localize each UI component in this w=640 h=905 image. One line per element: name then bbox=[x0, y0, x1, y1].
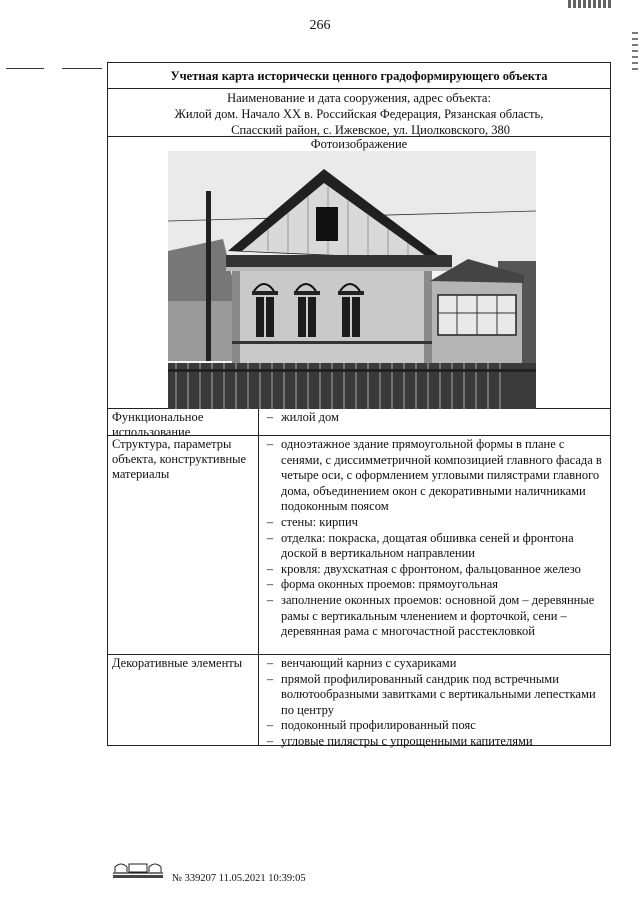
dash-glyph: – bbox=[266, 410, 274, 424]
list-item bbox=[259, 593, 606, 640]
dash-glyph: – bbox=[266, 671, 274, 686]
list-item bbox=[259, 437, 606, 515]
item-text: угловые пилястры с упрощенными капителями bbox=[281, 733, 533, 748]
list-item bbox=[259, 562, 606, 578]
decorative-elements-row bbox=[108, 655, 610, 748]
dash-glyph: – bbox=[266, 577, 274, 592]
dash-glyph: – bbox=[266, 561, 274, 576]
row-values bbox=[259, 655, 610, 748]
item-text: форма оконных проемов: прямоугольная bbox=[281, 577, 498, 592]
photo-section bbox=[108, 137, 610, 409]
address-line: Спасский район, с. Ижевское, ул. Циолковского, 380 bbox=[231, 123, 510, 137]
item-text: одноэтажное здание прямоугольной формы в плане с сенями, с диссимметричной композицией главного фасада в четыре оси, с оформлением угловыми пилястрами главного дома, объединением окон с декоративными наличниками подоконным поясом bbox=[281, 437, 602, 514]
dash-glyph: – bbox=[266, 437, 274, 451]
margin-mark bbox=[62, 68, 102, 69]
dash-glyph: – bbox=[266, 530, 274, 545]
item-text: венчающий карниз с сухариками bbox=[281, 656, 457, 670]
item-text: подоконный профилированный пояс bbox=[281, 718, 476, 733]
card-title: Учетная карта исторически ценного градоформирующего объекта bbox=[108, 63, 610, 89]
list-item bbox=[259, 410, 606, 426]
list-item bbox=[259, 531, 606, 562]
registry-stamp-logo-icon bbox=[111, 858, 165, 880]
list-item bbox=[259, 718, 606, 734]
item-text: заполнение оконных проемов: основной дом – деревянные рамы с вертикальным членением и форточкой, сени – деревянная рама с многочастной расстекловкой bbox=[281, 592, 595, 639]
name-heading: Наименование и дата сооружения, адрес объекта: bbox=[227, 91, 491, 105]
row-values bbox=[259, 436, 610, 654]
margin-mark bbox=[6, 68, 44, 69]
row-values bbox=[259, 409, 610, 435]
row-label: Структура, параметры объекта, конструктивные материалы bbox=[108, 436, 259, 654]
dash-glyph: – bbox=[266, 514, 274, 529]
row-label: Декоративные элементы bbox=[108, 655, 259, 745]
registry-stamp: № 339207 11.05.2021 10:39:05 bbox=[172, 873, 306, 884]
list-item bbox=[259, 734, 606, 750]
scan-mark bbox=[632, 30, 638, 70]
structure-row bbox=[108, 436, 610, 655]
scan-mark bbox=[568, 0, 612, 8]
registration-card bbox=[107, 62, 611, 746]
list-item bbox=[259, 672, 606, 719]
dash-glyph: – bbox=[266, 733, 274, 748]
item-text: стены: кирпич bbox=[281, 514, 358, 529]
dash-glyph: – bbox=[266, 718, 274, 733]
functional-use-row bbox=[108, 409, 610, 439]
dash-glyph: – bbox=[266, 656, 274, 670]
list-item bbox=[259, 577, 606, 593]
name-line: Жилой дом. Начало XX в. Российская Федерация, Рязанская область, bbox=[174, 107, 544, 121]
list-item bbox=[259, 656, 606, 672]
list-item bbox=[259, 515, 606, 531]
item-text: кровля: двухскатная с фронтоном, фальцованное железо bbox=[281, 561, 581, 576]
item-text: жилой дом bbox=[281, 410, 339, 424]
row-label: Функциональное использование bbox=[108, 409, 259, 435]
item-text: отделка: покраска, дощатая обшивка сеней и фронтона доской в вертикальном направлении bbox=[281, 530, 574, 561]
page-number: 266 bbox=[309, 18, 331, 33]
dash-glyph: – bbox=[266, 592, 274, 607]
object-name-block bbox=[108, 89, 610, 137]
item-text: прямой профилированный сандрик под встречными волютообразными завитками с вертикальными лепестками по центру bbox=[281, 671, 596, 717]
house-photo bbox=[168, 151, 536, 409]
photo-label: Фотоизображение bbox=[310, 137, 408, 151]
